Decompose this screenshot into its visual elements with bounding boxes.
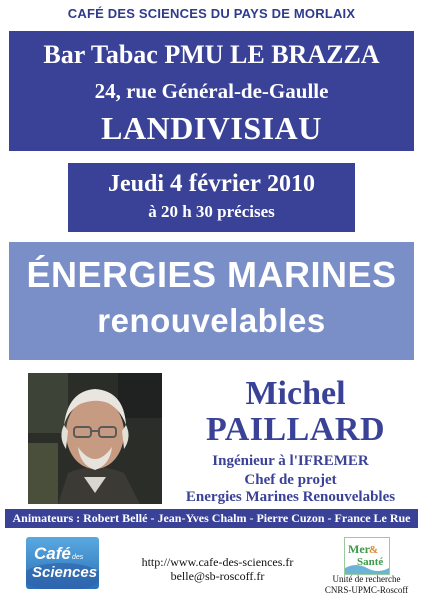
- topic-subtitle: renouvelables: [97, 302, 326, 339]
- poster-title: CAFÉ DES SCIENCES DU PAYS DE MORLAIX: [67, 6, 356, 21]
- mer-sante-logo: [344, 537, 390, 575]
- svg-text:Sciences: Sciences: [32, 564, 98, 581]
- speaker-role-3: Energies Marines Renouvelables: [185, 489, 396, 505]
- event-date: [68, 170, 355, 198]
- unit-label: Unité de recherche: [332, 574, 401, 584]
- svg-text:Café: Café: [34, 544, 71, 563]
- speaker-role-2: Chef de projet: [244, 472, 337, 488]
- event-day: Jeudi: [108, 171, 165, 197]
- venue-name: Bar Tabac PMU LE BRAZZA: [43, 40, 380, 69]
- speaker-photo: [28, 373, 162, 504]
- svg-text:des: des: [72, 554, 84, 561]
- unit-institution: CNRS-UPMC-Roscoff: [324, 585, 409, 595]
- svg-text:&: &: [369, 544, 379, 556]
- venue-box: [9, 31, 414, 151]
- event-time: à 20 h 30 précises: [148, 202, 275, 221]
- topic-title: ÉNERGIES MARINES: [26, 254, 397, 295]
- event-daymonth: 4 février: [170, 170, 261, 197]
- email-link[interactable]: belle@sb-roscoff.fr: [170, 569, 265, 583]
- speaker-last-name: PAILLARD: [205, 411, 386, 448]
- cafe-des-sciences-logo: [26, 537, 99, 589]
- venue-city: LANDIVISIAU: [101, 110, 322, 146]
- venue-street: 24, rue Général-de-Gaulle: [94, 79, 329, 103]
- animators-bar: Animateurs : Robert Bellé - Jean-Yves Chalm - Pierre Cuzon - France Le Rue: [5, 509, 418, 528]
- speaker-photo-image: [28, 373, 162, 504]
- date-box: [68, 163, 355, 232]
- svg-text:Santé: Santé: [357, 556, 384, 568]
- event-year: 2010: [266, 171, 315, 197]
- cafe-logo-graphic: [26, 537, 99, 589]
- mer-logo-graphic: [345, 538, 389, 574]
- svg-text:Mer: Mer: [348, 542, 370, 556]
- website-link[interactable]: http://www.cafe-des-sciences.fr: [141, 555, 294, 569]
- speaker-role-1: Ingénieur à l'IFREMER: [212, 453, 369, 469]
- speaker-first-name: Michel: [245, 375, 346, 412]
- topic-box: [9, 242, 414, 360]
